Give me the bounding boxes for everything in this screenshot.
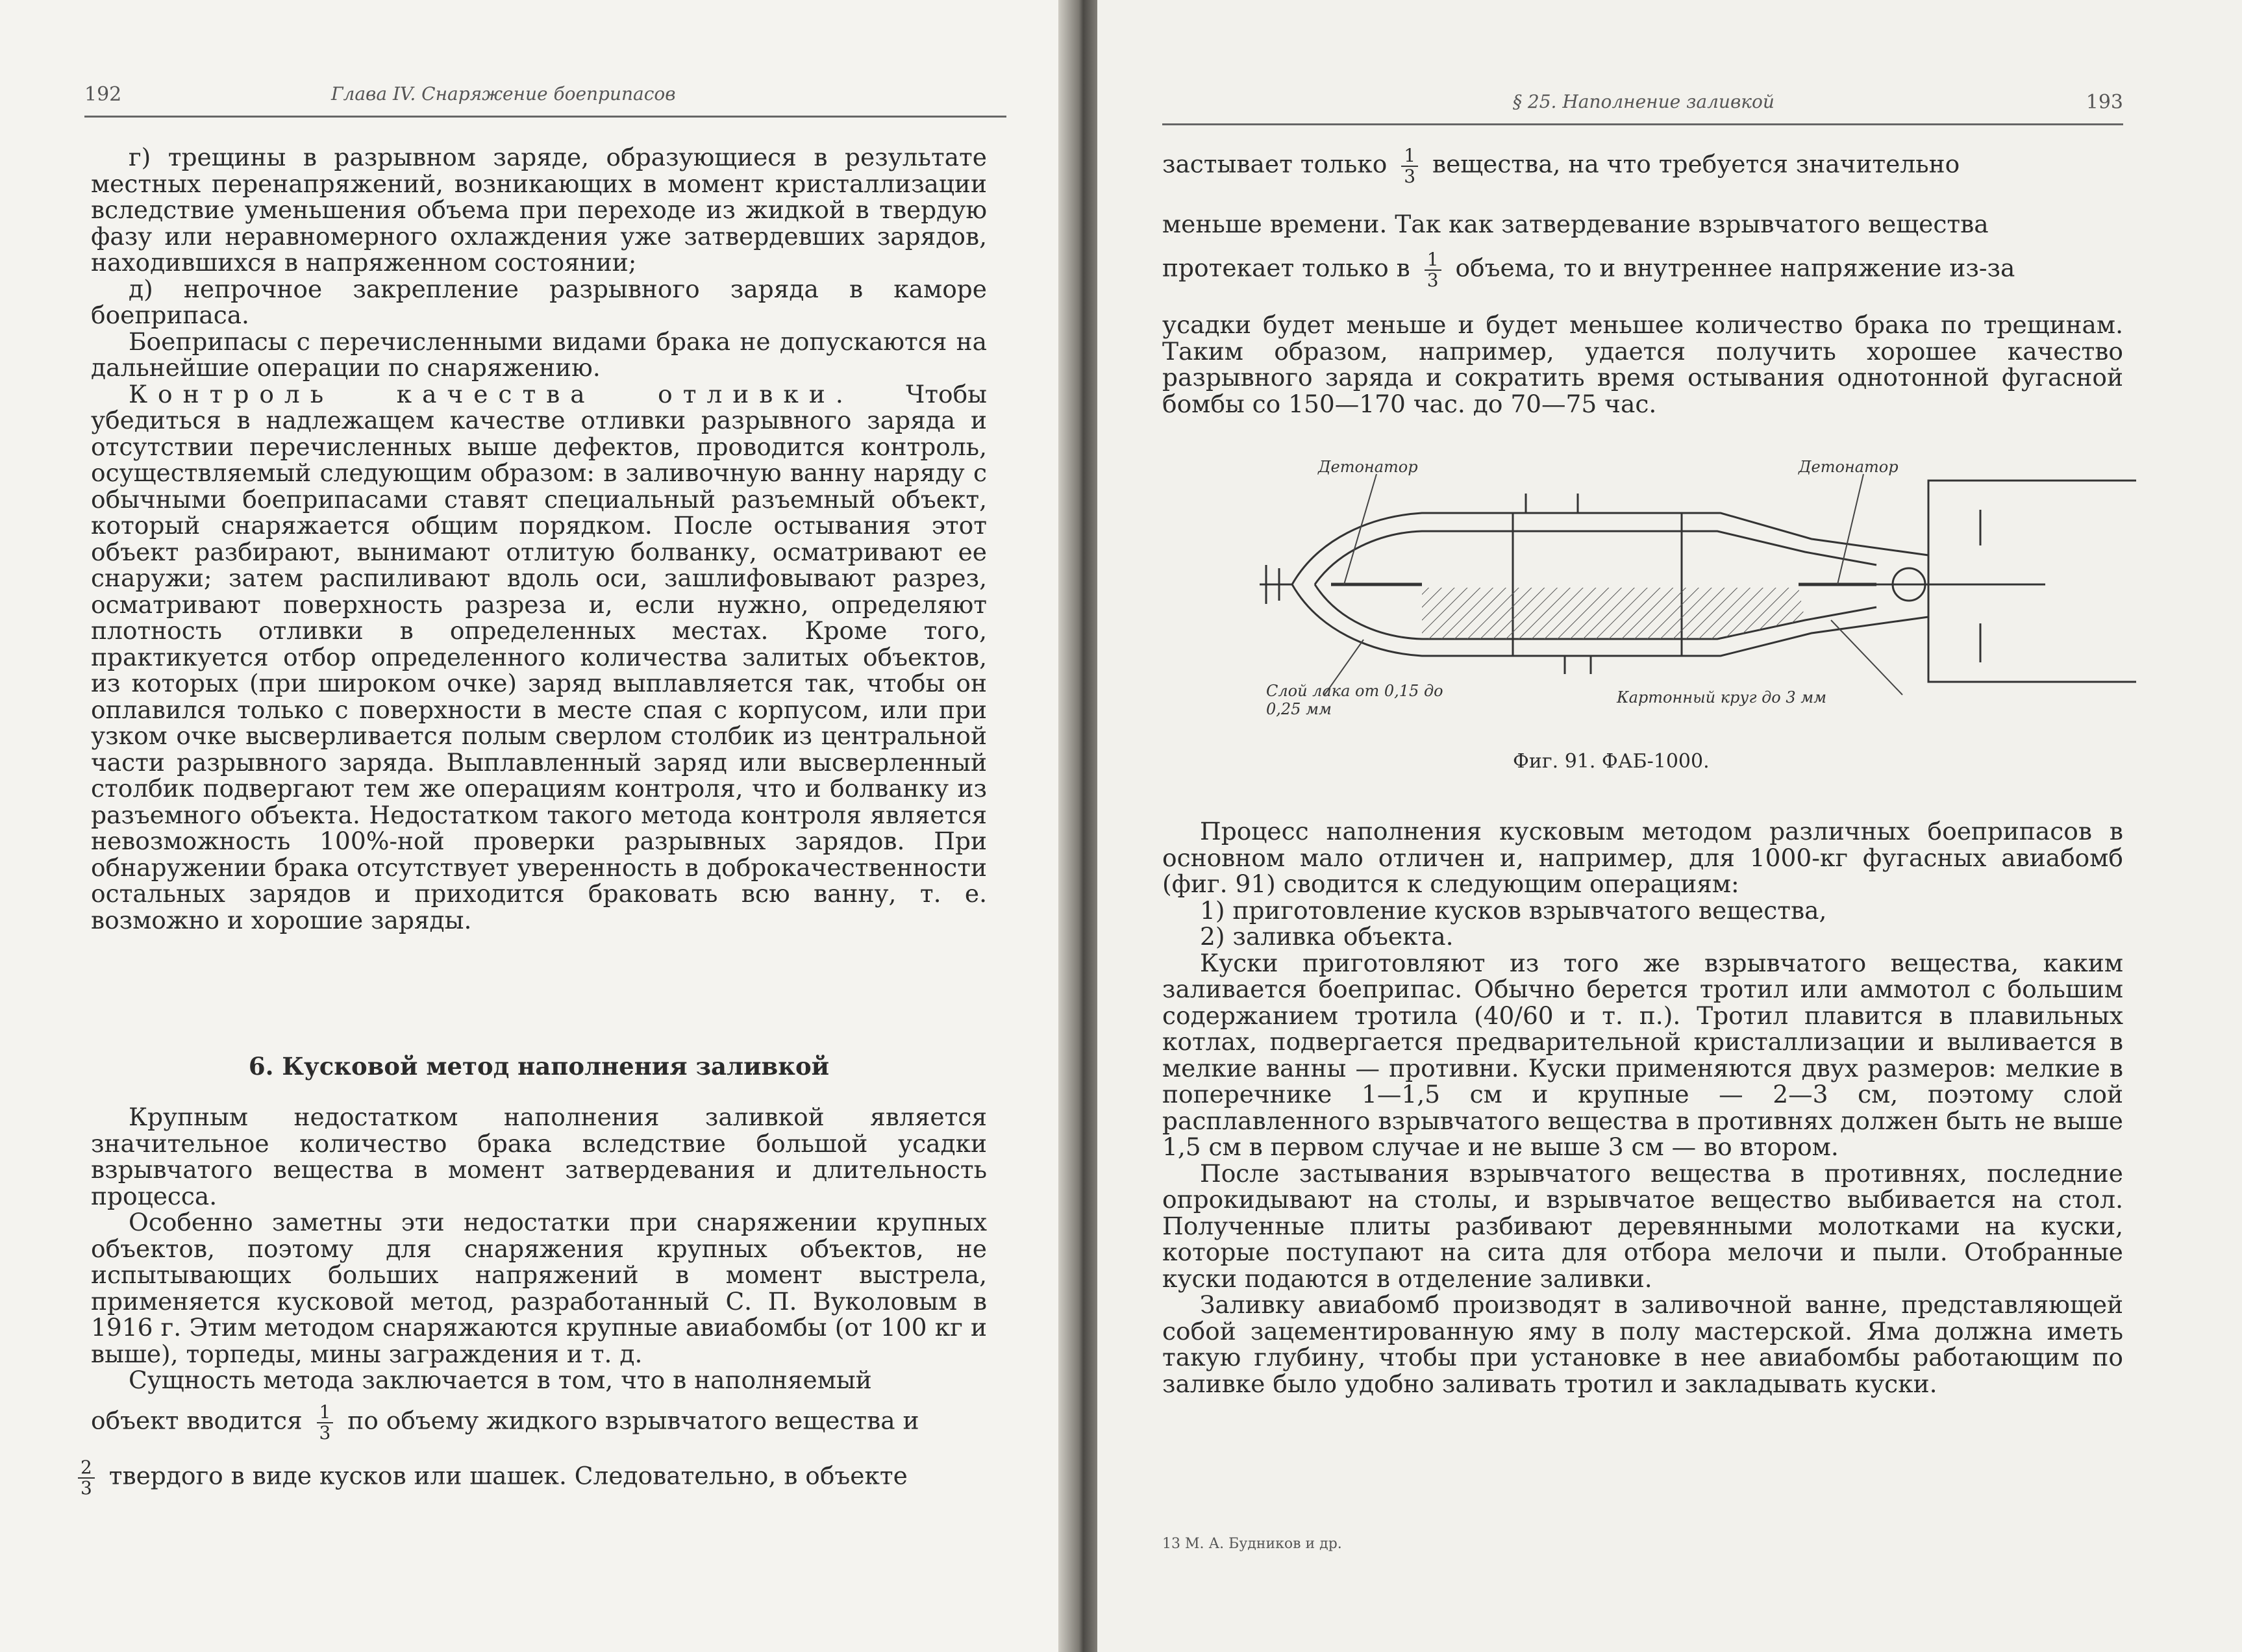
control-paragraph — [91, 381, 987, 934]
paragraph: Процесс наполнения кусковым методом различных боеприпасов в основном мало отличен и, например, для 1000-кг фугасных авиабомб (фиг. 91) сводится к следующим операциям: — [1162, 817, 2123, 898]
paragraph: д) непрочное закрепление разрывного заряда в каморе боеприпаса. — [91, 274, 987, 329]
text-span: застывает только — [1162, 149, 1388, 179]
left-page — [0, 0, 1065, 1652]
tail-fin — [1928, 481, 2136, 682]
paragraph: После застывания взрывчатого вещества в противнях, последние опрокидывают на столы, и взрывчатое вещество выбивается на стол. Полученные плиты разбивают деревянными молотками на куски, которые поступают на сита для отбора мелочи и пыли. Отобранные куски подаются в отделение заливки. — [1162, 1158, 2123, 1293]
label-cardboard-disc: Картонный круг до 3 мм — [1617, 688, 1827, 707]
control-title: Контроль качества отливки. — [129, 379, 854, 408]
right-line-1 — [1162, 146, 2136, 186]
paragraph: г) трещины в разрывном заряде, образующиеся в результате местных перенапряжений, возникающих в момент кристаллизации вследствие уменьшения объема при переходе из жидкой в твердую фазу или неравномерного охлаждения уже затвердевших зарядов, находившихся в напряженном состоянии; — [91, 143, 987, 277]
left-body-text — [91, 144, 987, 933]
paragraph: Особенно заметны эти недостатки при снаряжении крупных объектов, поэтому для снаряжения крупных объектов, не испытывающих больших напряжений в момент выстрела, применяется кусковой метод, разработанный С. П. Вуколовым в 1916 г. Этим методом снаряжаются крупные авиабомбы (от 100 кг и выше), торпеды, мины заграждения и т. д. — [91, 1208, 987, 1368]
text-span: твердого в виде кусков или шашек. Следовательно, в объекте — [108, 1461, 908, 1490]
text-span: протекает только в — [1162, 253, 1410, 282]
list-item: 2) заливка объекта. — [1200, 922, 1454, 951]
denominator: 3 — [1426, 269, 1439, 291]
denominator: 3 — [1404, 166, 1416, 187]
explosive-fill — [1717, 588, 1805, 639]
fraction-one-third — [1425, 250, 1441, 290]
left-page-number: 192 — [84, 83, 122, 106]
label-detonator-left: Детонатор — [1318, 458, 1418, 476]
numerator: 2 — [78, 1458, 95, 1479]
text-span: по объему жидкого взрывчатого вещества и — [347, 1406, 919, 1435]
label-lacquer-layer: Слой лака от 0,15 до 0,25 мм — [1266, 682, 1443, 718]
fraction-two-thirds — [78, 1458, 95, 1498]
paragraph: Сущность метода заключается в том, что в наполняемый — [129, 1366, 872, 1394]
right-page — [1097, 0, 2242, 1652]
paragraph: Куски приготовляют из того же взрывчатого вещества, каким заливается боеприпас. Обычно берется тротил или аммотол с большим содержанием тротила (40/60 и т. п.). Тротил плавится в плавильных котлах, подвергается предварительной кристаллизации и выливается в мелкие ванны — противни. Куски применяются двух размеров: мелкие в поперечнике 1—1,5 см и крупные — 2—3 см, поэтому слой расплавленного взрывчатого вещества в противнях должен быть не выше 1,5 см в первом случае и не выше 3 см — во втором. — [1162, 948, 2123, 1161]
right-running-head-title: § 25. Наполнение заливкой — [1513, 91, 1775, 112]
right-line-3 — [1162, 250, 2136, 290]
text-span: объема, то и внутреннее напряжение из-за — [1455, 253, 2015, 282]
paragraph: Заливку авиабомб производят в заливочной ванне, представляющей собой зацементированную яму в полу мастерской. Яма должна иметь такую глубину, чтобы при установке в нее авиабомбы работающим по заливке было удобно заливать тротил и закладывать куски. — [1162, 1290, 2123, 1398]
explosive-fill — [1422, 588, 1717, 639]
right-line-2: меньше времени. Так как затвердевание взрывчатого вещества — [1162, 210, 1989, 238]
right-intro-text — [1162, 312, 2123, 417]
figure-caption: Фиг. 91. ФАБ-1000. — [1513, 750, 1710, 773]
numerator: 1 — [1401, 146, 1418, 167]
section-heading: 6. Кусковой метод наполнения заливкой — [248, 1052, 830, 1081]
control-text: Чтобы убедиться в надлежащем качестве отливки разрывного заряда и отсутствии перечисленных выше дефектов, проводится контроль, осуществляемый следующим образом: в заливочную ванну наряду с обычными боеприпасами ставят специальный разъемный объект, который снаряжается общим порядком. После остывания этот объект разбирают, вынимают отлитую болванку, осматривают ее снаружи; затем распиливают вдоль оси, зашлифовывают разрез, осматривают поверхность разреза и, если нужно, определяют плотность отливки в определенных местах. Кроме того, практикуется отбор определенного количества залитых объектов, из которых (при широком очке) заряд выплавляется так, чтобы он оплавился только с поверхности в месте спая с корпусом, или при узком очке высверливается полым сверлом столбик из центральной части разрывного заряда. Выплавленный заряд или высверленный столбик подвергают тем же операциям контроля, что и болванку из разъемного объекта. Недостатком такого метода контроля является невозможность 100%-ной проверки разрывных зарядов. При обнаружении брака отсутствует уверенность в доброкачественности остальных зарядов и приходится браковать всю ванну, т. е. возможно и хорошие заряды. — [91, 379, 987, 934]
bomb-body-upper — [1292, 513, 1928, 584]
fraction-line-2 — [71, 1458, 1000, 1498]
fraction-one-third — [1401, 146, 1418, 186]
left-section-text — [91, 1104, 987, 1394]
denominator: 3 — [81, 1477, 92, 1499]
label-detonator-right: Детонатор — [1799, 458, 1899, 476]
numerator: 1 — [1425, 250, 1441, 271]
paragraph: усадки будет меньше и будет меньшее количество брака по трещинам. Таким образом, например, удается получить хорошее качество разрывного заряда и сократить время остывания однотонной фугасной бомбы со 150—170 час. до 70—75 час. — [1162, 310, 2123, 418]
left-head-rule — [84, 116, 1006, 118]
paragraph: Боеприпасы с перечисленными видами брака не допускаются на дальнейшие операции по снаряжению. — [91, 327, 987, 382]
paragraph: Крупным недостатком наполнения заливкой является значительное количество брака вследствие большой усадки взрывчатого вещества в момент затвердевания и длительность процесса. — [91, 1103, 987, 1210]
denominator: 3 — [319, 1422, 331, 1444]
fraction-line-1 — [91, 1403, 1000, 1443]
right-page-number: 193 — [2086, 91, 2123, 114]
right-body-text — [1162, 818, 2123, 1397]
fraction-one-third — [317, 1403, 334, 1443]
left-running-head-title: Глава IV. Снаряжение боеприпасов — [331, 83, 676, 105]
text-span: вещества, на что требуется значительно — [1432, 149, 1960, 179]
right-head-rule — [1162, 123, 2123, 125]
text-span: объект вводится — [91, 1406, 303, 1435]
page-footer: 13 М. А. Будников и др. — [1162, 1536, 1342, 1552]
list-item: 1) приготовление кусков взрывчатого вещества, — [1200, 895, 1827, 925]
numerator: 1 — [317, 1403, 334, 1423]
